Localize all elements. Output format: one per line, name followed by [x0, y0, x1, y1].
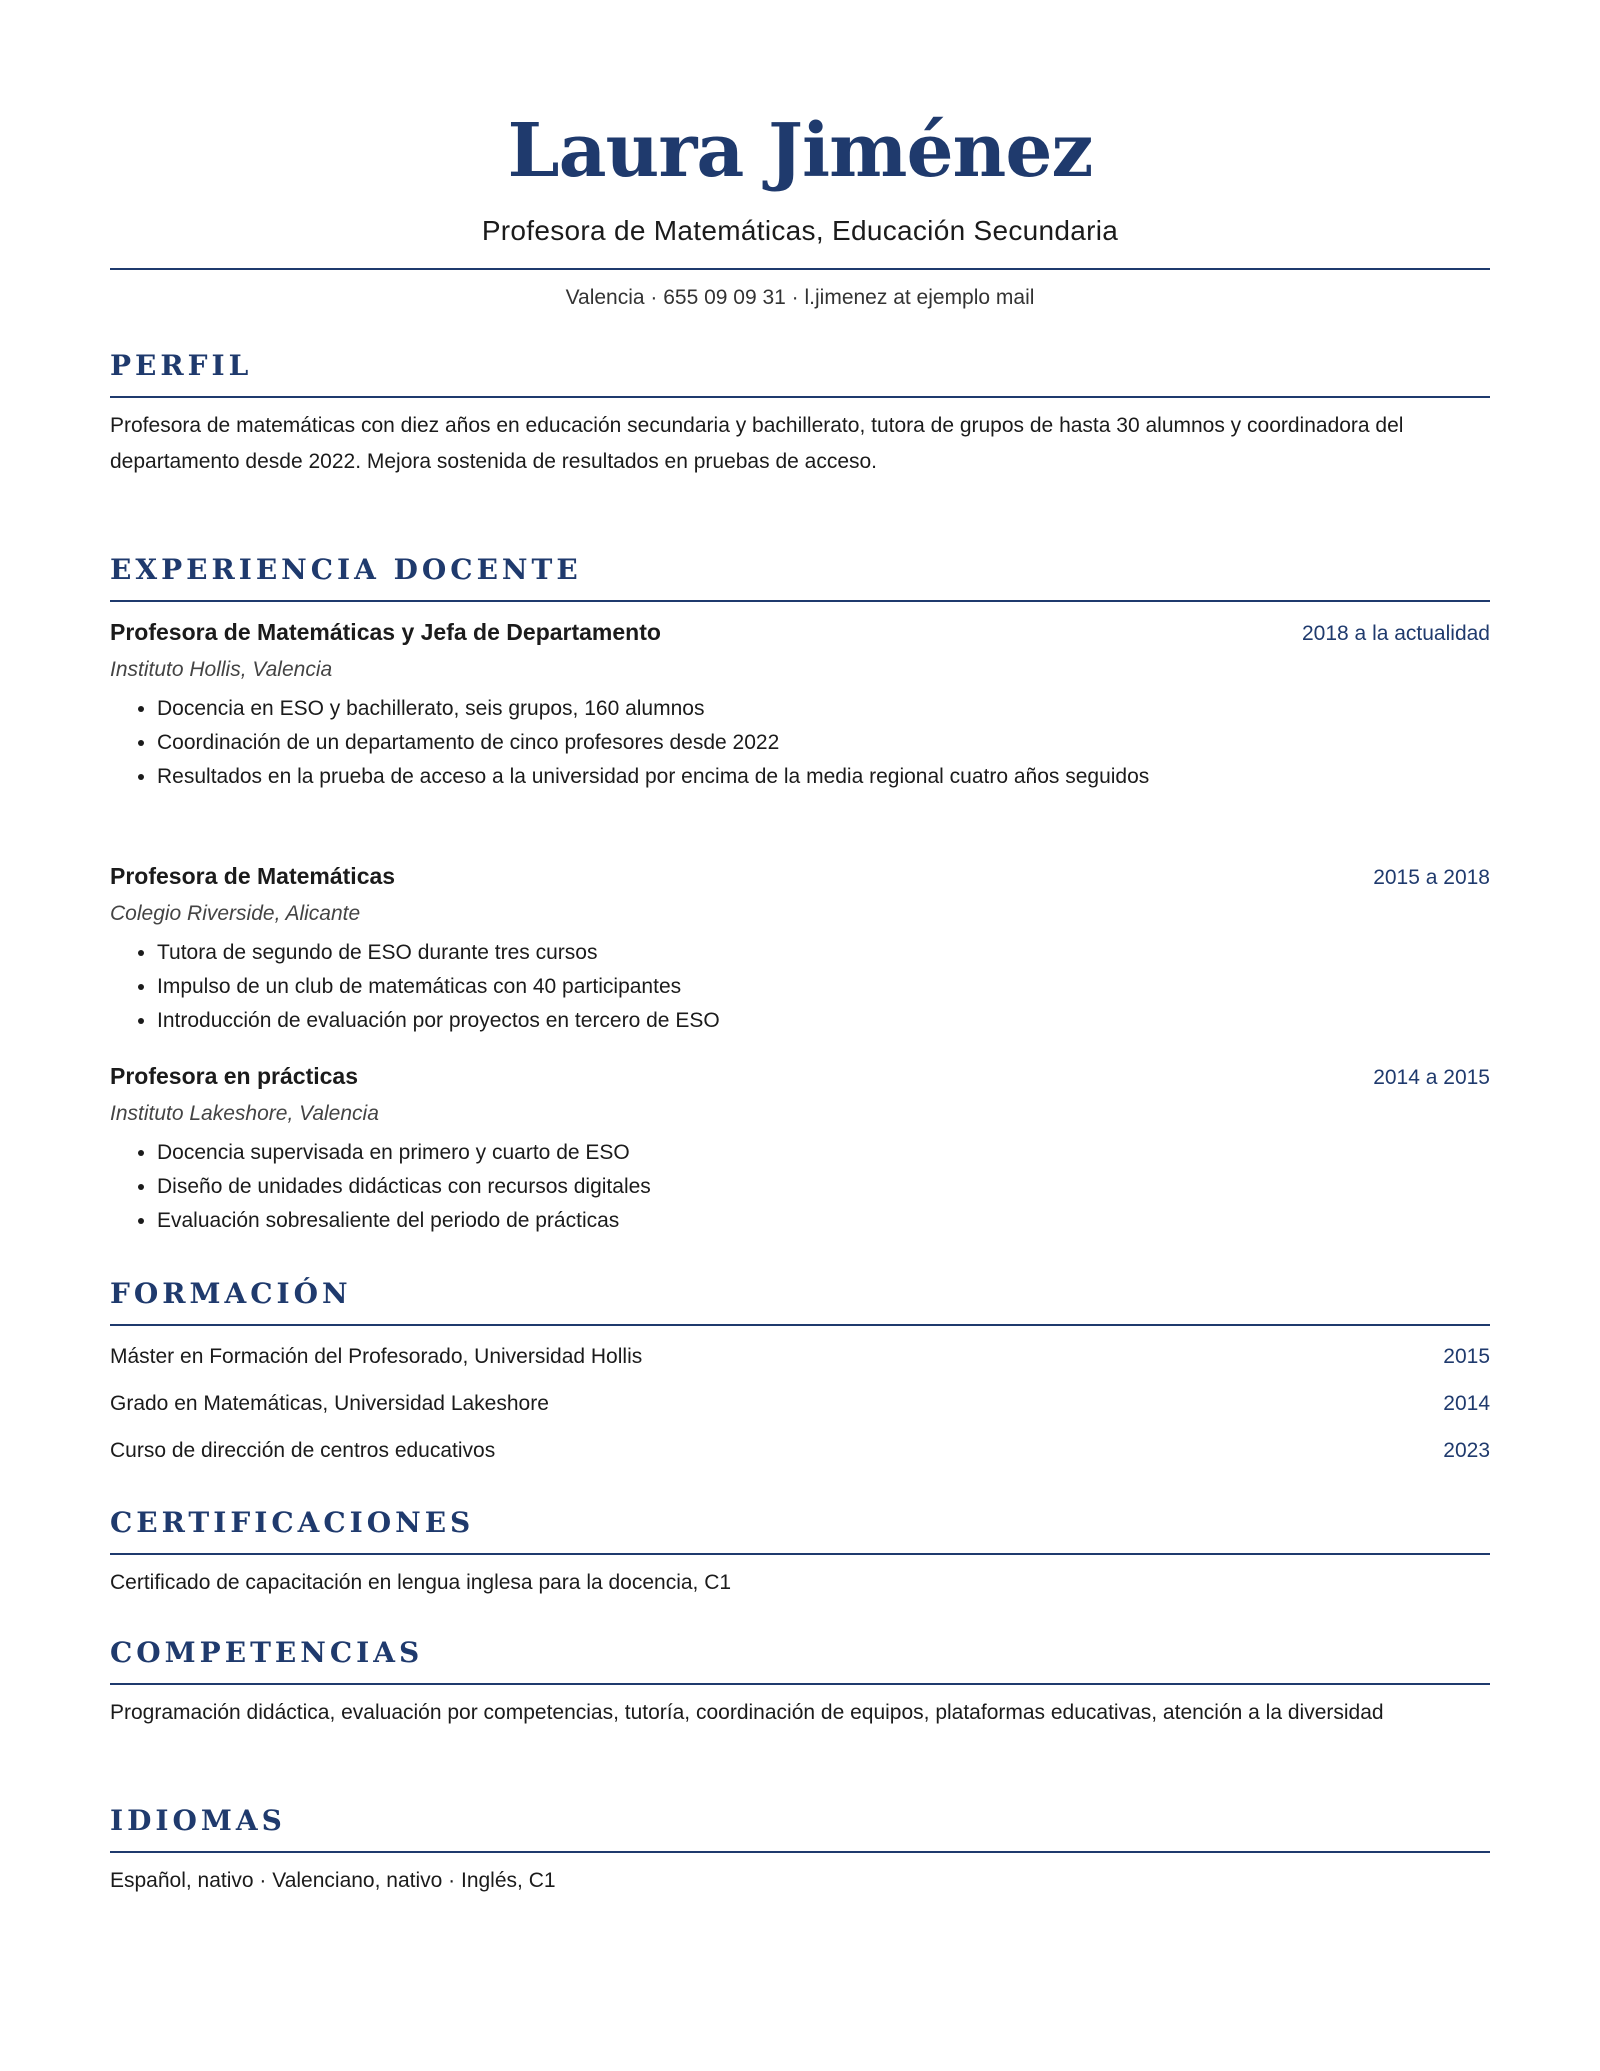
experience-section — [110, 552, 1490, 1238]
job-header — [110, 616, 1490, 650]
list-item: • Diseño de unidades didácticas con recursos digitales — [157, 1170, 1490, 1204]
education-year: 2014 — [1443, 1392, 1490, 1415]
job-organization: Instituto Hollis, Valencia — [110, 658, 333, 681]
section-divider — [110, 1324, 1490, 1326]
job-dates: 2018 a la actualidad — [1302, 622, 1490, 645]
job-title: Profesora de Matemáticas y Jefa de Departamento — [110, 619, 661, 645]
job-entry — [110, 860, 1490, 1038]
job-header — [110, 1060, 1490, 1094]
skills-text: Programación didáctica, evaluación por competencias, tutoría, coordinación de equipos, plataformas educativas, atención a la diversidad — [110, 1701, 1384, 1724]
education-year: 2015 — [1443, 1345, 1490, 1368]
list-item: • Evaluación sobresaliente del periodo de prácticas — [157, 1204, 1490, 1238]
education-year: 2023 — [1443, 1439, 1490, 1462]
profile-section — [110, 348, 1490, 480]
section-heading-profile: PERFIL — [110, 349, 253, 382]
job-title: Profesora de Matemáticas — [110, 863, 396, 889]
education-item — [110, 1435, 1490, 1467]
job-dates: 2014 a 2015 — [1373, 1066, 1490, 1089]
list-item: • Coordinación de un departamento de cinco profesores desde 2022 — [157, 726, 1490, 760]
candidate-name: Laura Jiménez — [507, 108, 1093, 194]
job-organization: Colegio Riverside, Alicante — [110, 902, 361, 925]
job-header — [110, 860, 1490, 894]
education-item — [110, 1341, 1490, 1373]
candidate-title: Profesora de Matemáticas, Educación Secundaria — [481, 215, 1119, 246]
list-item: • Tutora de segundo de ESO durante tres cursos — [157, 936, 1490, 970]
education-item — [110, 1388, 1490, 1420]
section-divider — [110, 1683, 1490, 1685]
section-heading-languages: IDIOMAS — [110, 1804, 286, 1837]
job-organization: Instituto Lakeshore, Valencia — [110, 1102, 379, 1125]
certifications-text: Certificado de capacitación en lengua inglesa para la docencia, C1 — [110, 1571, 732, 1594]
job-bullets — [110, 692, 1490, 794]
education-name: Grado en Matemáticas, Universidad Lakeshore — [110, 1392, 549, 1415]
job-entry — [110, 1060, 1490, 1238]
job-bullets — [110, 1136, 1490, 1238]
header-divider — [110, 268, 1490, 270]
section-heading-certifications: CERTIFICACIONES — [110, 1506, 475, 1539]
job-dates: 2015 a 2018 — [1373, 866, 1490, 889]
skills-section — [110, 1635, 1490, 1731]
profile-text: Profesora de matemáticas con diez años en educación secundaria y bachillerato, tutora de grupos de hasta 30 alumnos y coordinadora del departamento desde 2022. Mejora sostenida de resultados en pruebas de acceso. — [110, 414, 1404, 473]
education-name: Máster en Formación del Profesorado, Universidad Hollis — [110, 1345, 643, 1368]
section-heading-skills: COMPETENCIAS — [110, 1636, 424, 1669]
education-name: Curso de dirección de centros educativos — [110, 1439, 496, 1462]
job-entry — [110, 616, 1490, 794]
list-item: • Docencia en ESO y bachillerato, seis grupos, 160 alumnos — [157, 692, 1490, 726]
contact-line: Valencia · 655 09 09 31 · l.jimenez at ejemplo mail — [565, 286, 1035, 309]
section-divider — [110, 1851, 1490, 1853]
list-item: • Resultados en la prueba de acceso a la universidad por encima de la media regional cuatro años seguidos — [157, 760, 1490, 794]
section-divider — [110, 396, 1490, 398]
section-heading-education: FORMACIÓN — [110, 1277, 352, 1310]
languages-text: Español, nativo · Valenciano, nativo · Inglés, C1 — [110, 1869, 556, 1892]
education-section — [110, 1276, 1490, 1467]
job-bullets — [110, 936, 1490, 1038]
certifications-section — [110, 1505, 1490, 1601]
job-title: Profesora en prácticas — [110, 1063, 359, 1089]
list-item: • Docencia supervisada en primero y cuarto de ESO — [157, 1136, 1490, 1170]
section-divider — [110, 1553, 1490, 1555]
languages-section — [110, 1803, 1490, 1899]
list-item: • Introducción de evaluación por proyectos en tercero de ESO — [157, 1004, 1490, 1038]
section-divider — [110, 600, 1490, 602]
section-heading-experience: EXPERIENCIA DOCENTE — [110, 553, 582, 586]
list-item: • Impulso de un club de matemáticas con 40 participantes — [157, 970, 1490, 1004]
